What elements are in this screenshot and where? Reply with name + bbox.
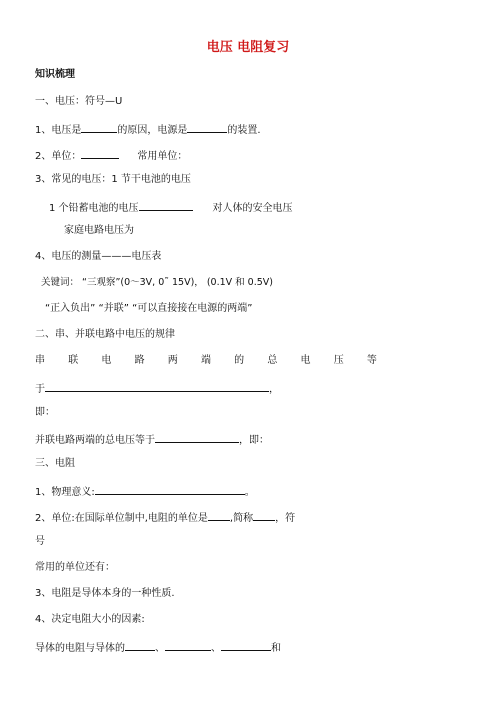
series-char: 串 — [35, 355, 45, 366]
blank — [221, 639, 271, 651]
heading-resistance: 三、电阻 — [35, 458, 75, 469]
heading-series-parallel: 二、串、并联电路中电压的规律 — [35, 329, 175, 340]
heading-voltage: 一、电压：符号—U — [35, 96, 123, 107]
line-series-equal: 于 ， — [35, 380, 279, 397]
line-voltmeter: 4、电压的测量———电压表 — [35, 251, 162, 262]
series-char: 电 — [101, 355, 112, 366]
series-char: 压 — [333, 355, 344, 366]
blank — [81, 121, 117, 133]
line-resistance-unit: 2、单位:在国际单位制中,电阻的单位是 ,简称 ，符 — [35, 509, 295, 526]
line-battery-voltage: 1 个铅蓄电池的电压 对人体的安全电压 — [49, 199, 293, 216]
line-resistance-factors: 4、决定电阻大小的因素: — [35, 614, 145, 625]
blank — [45, 380, 269, 392]
line-keywords: 关键词： “三观察”(0～3V, 0˜ 15V)， (0.1V 和 0.5V) — [41, 277, 273, 288]
blank — [165, 639, 211, 651]
series-char: 电 — [300, 355, 311, 366]
page-title: 电压 电阻复习 — [206, 40, 290, 55]
line-physical-meaning: 1、物理意义: 。 — [35, 483, 255, 500]
line-namely: 即： — [35, 407, 55, 418]
series-char: 路 — [134, 355, 145, 366]
series-char: 两 — [167, 355, 178, 366]
line-parallel-voltage: 并联电路两端的总电压等于 ，即： — [35, 431, 269, 448]
series-char: 的 — [234, 355, 245, 366]
section-heading: 知识梳理 — [35, 69, 75, 80]
blank — [253, 509, 275, 521]
blank — [81, 147, 119, 159]
blank — [208, 509, 230, 521]
blank — [125, 639, 155, 651]
line-series-spaced — [35, 354, 377, 368]
line-resistance-depends: 导体的电阻与导体的 、 、 和 — [35, 639, 281, 656]
line-voltage-cause: 1、电压是 的原因，电源是 的装置. — [35, 121, 261, 138]
line-common-voltage: 3、常见的电压：1 节干电池的电压 — [35, 174, 191, 185]
blank — [95, 483, 245, 495]
blank — [155, 431, 239, 443]
series-char: 总 — [267, 355, 278, 366]
line-resistance-property: 3、电阻是导体本身的一种性质. — [35, 588, 175, 599]
line-household-voltage: 家庭电路电压为 — [64, 225, 134, 236]
series-char: 端 — [200, 355, 211, 366]
series-char: 等 — [366, 355, 377, 366]
line-common-units: 常用的单位还有： — [35, 562, 115, 573]
line-units: 2、单位： 常用单位： — [35, 147, 187, 164]
series-char: 联 — [68, 355, 79, 366]
blank — [187, 121, 227, 133]
line-symbol: 号 — [35, 536, 45, 547]
blank — [139, 199, 193, 211]
line-quotes: “正入负出” “并联” “可以直接接在电源的两端” — [45, 303, 253, 314]
